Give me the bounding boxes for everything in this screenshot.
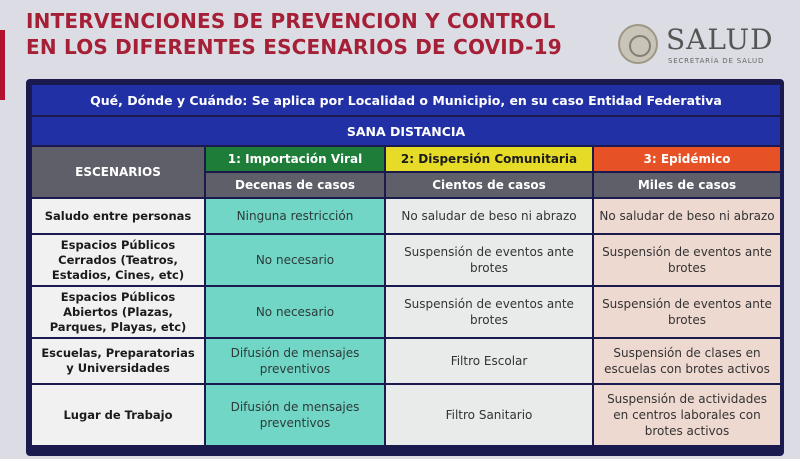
scenario-label: Espacios Públicos Cerrados (Teatros, Estadios, Cines, etc) [31,234,205,286]
table-row [31,198,781,234]
salud-logo [614,22,789,74]
table-row [31,286,781,338]
phase-1-header: 1: Importación Viral [205,146,385,172]
phase-2-header: 2: Dispersión Comunitaria [385,146,593,172]
scenario-label: Saludo entre personas [31,198,205,234]
phase-1-cell: Difusión de mensajes preventivos [205,384,385,446]
mexico-seal-icon [618,24,658,64]
phase-1-cell: No necesario [205,234,385,286]
phase-3-cell: Suspensión de eventos ante brotes [593,286,781,338]
accent-bar [0,30,5,100]
scenario-label: Lugar de Trabajo [31,384,205,446]
phase-3-subheader: Miles de casos [593,172,781,198]
phase-2-subheader: Cientos de casos [385,172,593,198]
page-title [26,8,606,60]
phase-3-cell: No saludar de beso ni abrazo [593,198,781,234]
phase-2-cell: Filtro Sanitario [385,384,593,446]
phase-2-cell: No saludar de beso ni abrazo [385,198,593,234]
interventions-table [30,83,782,447]
phase-1-cell: No necesario [205,286,385,338]
title-line-2: EN LOS DIFERENTES ESCENARIOS DE COVID-19 [26,35,562,59]
phase-2-cell: Filtro Escolar [385,338,593,384]
phase-1-cell: Ninguna restricción [205,198,385,234]
phase-2-cell: Suspensión de eventos ante brotes [385,234,593,286]
scenario-label: Escuelas, Preparatorias y Universidades [31,338,205,384]
scenarios-header: ESCENARIOS [31,146,205,198]
table-row [31,234,781,286]
interventions-table-board [26,79,784,456]
phase-3-cell: Suspensión de actividades en centros laborales con brotes activos [593,384,781,446]
scenario-label: Espacios Públicos Abiertos (Plazas, Parques, Playas, etc) [31,286,205,338]
table-row [31,338,781,384]
title-line-1: INTERVENCIONES DE PREVENCION Y CONTROL [26,9,556,33]
table-row [31,384,781,446]
table-banner: Qué, Dónde y Cuándo: Se aplica por Localidad o Municipio, en su caso Entidad Federativa [31,84,781,116]
logo-subtext: SECRETARÍA DE SALUD [668,57,765,65]
phase-2-cell: Suspensión de eventos ante brotes [385,286,593,338]
phase-1-subheader: Decenas de casos [205,172,385,198]
phase-1-cell: Difusión de mensajes preventivos [205,338,385,384]
phase-3-cell: Suspensión de eventos ante brotes [593,234,781,286]
phase-3-cell: Suspensión de clases en escuelas con brotes activos [593,338,781,384]
sana-distancia-header: SANA DISTANCIA [31,116,781,146]
phase-3-header: 3: Epidémico [593,146,781,172]
logo-main-text: SALUD [666,23,774,56]
